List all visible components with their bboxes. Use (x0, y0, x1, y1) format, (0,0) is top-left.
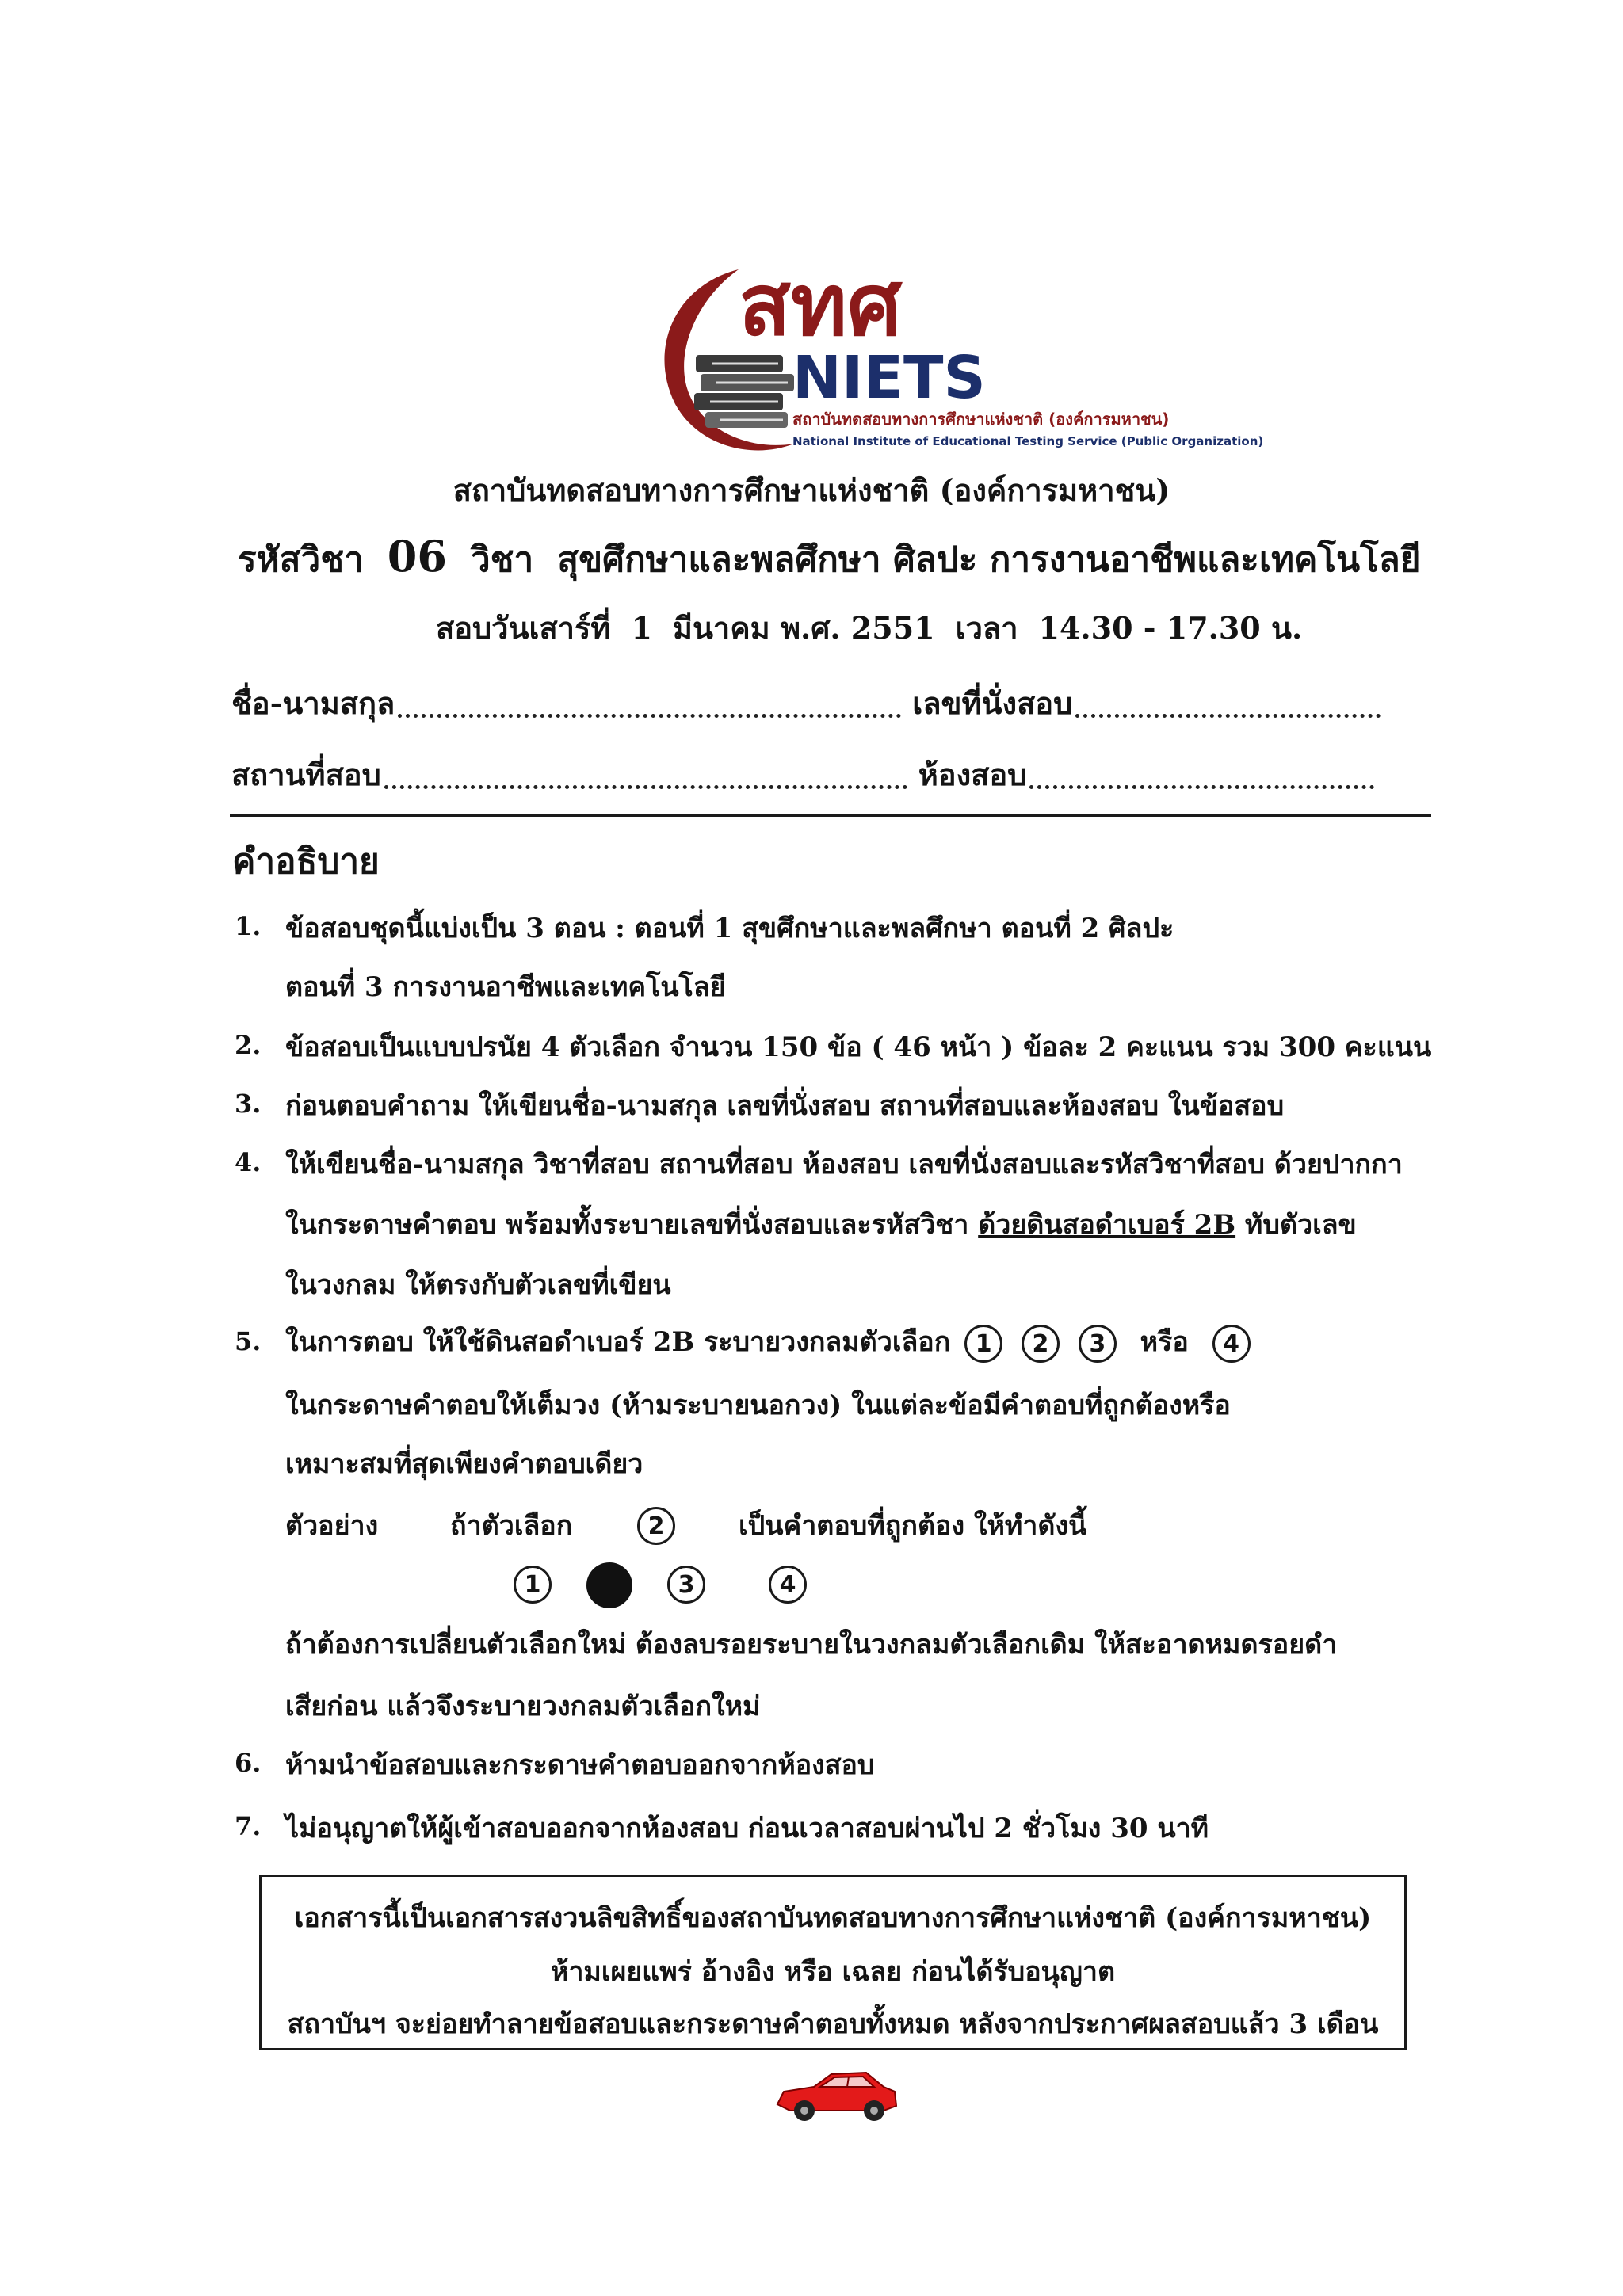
item-line: เหมาะสมที่สุดเพียงคำตอบเดียว (285, 1448, 643, 1480)
instruction-item-1 (230, 906, 1450, 1001)
svg-text:สทศ: สทศ (739, 256, 902, 355)
subject-line (238, 531, 1442, 587)
instruction-item-5 (230, 1322, 1450, 1512)
choice-circle-3: 3 (1079, 1325, 1117, 1363)
instruction-item-4 (230, 1142, 1450, 1309)
or-word: หรือ (1140, 1326, 1189, 1358)
item-line: ไม่อนุญาตให้ผู้เข้าสอบออกจากห้องสอบ ก่อนเวลาสอบผ่านไป 2 ชั่วโมง 30 นาที (285, 1813, 1209, 1844)
underlined-text: ด้วยดินสอดำเบอร์ 2B (978, 1209, 1236, 1241)
seat-field[interactable] (1075, 714, 1381, 718)
example-is-correct: เป็นคำตอบที่ถูกต้อง ให้ทำดังนี้ (739, 1510, 1087, 1542)
choice-circle-4: 4 (1212, 1325, 1251, 1363)
item-number: 6. (235, 1748, 262, 1778)
org-title: สถาบันทดสอบทางการศึกษาแห่งชาติ (องค์การมหาชน) (453, 472, 1170, 508)
copyright-notice-box (259, 1875, 1407, 2050)
subject-name: สุขศึกษาและพลศึกษา ศิลปะ การงานอาชีพและเทคโนโลยี (557, 540, 1421, 580)
subject-code: 06 (387, 531, 447, 582)
item-number: 2. (235, 1030, 262, 1060)
item-line: ข้อสอบชุดนี้แบ่งเป็น 3 ตอน : ตอนที่ 1 สุขศึกษาและพลศึกษา ตอนที่ 2 ศิลปะ (285, 913, 1174, 944)
room-field[interactable] (1029, 785, 1374, 789)
item-line (285, 1203, 1357, 1245)
item-number: 5. (235, 1326, 262, 1356)
instruction-item-3 (230, 1084, 1450, 1131)
item-line: ในวงกลม ให้ตรงกับตัวเลขที่เขียน (285, 1269, 671, 1301)
instruction-item-7 (230, 1806, 1450, 1854)
instruction-item-6 (230, 1743, 1450, 1791)
notice-line-3: สถาบันฯ จะย่อยทำลายข้อสอบและกระดาษคำตอบทั้งหมด หลังจากประกาศผลสอบแล้ว 3 เดือน (287, 2008, 1379, 2040)
venue-room-row (231, 751, 1426, 799)
notice-line-2: ห้ามเผยแพร่ อ้างอิง หรือ เฉลย ก่อนได้รับอนุญาต (550, 1956, 1116, 1988)
example-change-line: เสียก่อน แล้วจึงระบายวงกลมตัวเลือกใหม่ (285, 1691, 761, 1722)
example-if-choice: ถ้าตัวเลือก (450, 1510, 573, 1542)
item-number: 7. (235, 1811, 262, 1841)
venue-label: สถานที่สอบ (231, 757, 381, 792)
item-number: 1. (235, 911, 262, 941)
filled-answer-circle-2 (586, 1562, 632, 1608)
subject-code-label: รหัสวิชา (238, 540, 364, 580)
name-seat-row (231, 680, 1426, 727)
name-label: ชื่อ-นามสกุล (231, 685, 395, 721)
venue-field[interactable] (384, 785, 907, 789)
time-label: เวลา (955, 610, 1018, 646)
item-line (285, 1320, 1255, 1363)
header-divider (230, 814, 1431, 817)
item-line: ในกระดาษคำตอบให้เต็มวง (ห้ามระบายนอกวง) ในแต่ละข้อมีคำตอบที่ถูกต้องหรือ (285, 1390, 1231, 1421)
item-number: 4. (235, 1147, 262, 1177)
subject-label: วิชา (470, 540, 534, 580)
exam-day: 1 (631, 610, 652, 646)
instructions-heading: คำอธิบาย (232, 841, 380, 882)
item-line-text: ในการตอบ ให้ใช้ดินสอดำเบอร์ 2B ระบายวงกลมตัวเลือก (285, 1326, 951, 1358)
notice-line-1: เอกสารนี้เป็นเอกสารสงวนลิขสิทธิ์ของสถาบันทดสอบทางการศึกษาแห่งชาติ (องค์การมหาชน) (294, 1902, 1372, 1934)
choice-circle-1: 1 (964, 1325, 1002, 1363)
room-label: ห้องสอบ (918, 757, 1027, 792)
red-car-icon (773, 2063, 899, 2126)
item-number: 3. (235, 1089, 262, 1119)
item-line: ตอนที่ 3 การงานอาชีพและเทคโนโลยี (285, 971, 726, 1003)
item-line: ข้อสอบเป็นแบบปรนัย 4 ตัวเลือก จำนวน 150 ข้อ ( 46 หน้า ) ข้อละ 2 คะแนน รวม 300 คะแนน (285, 1032, 1432, 1063)
name-field[interactable] (398, 714, 901, 718)
exam-time: 14.30 - 17.30 น. (1038, 610, 1303, 646)
example-choice-circle: 2 (637, 1507, 675, 1545)
date-prefix: สอบวันเสาร์ที่ (436, 610, 611, 646)
exam-month-year: มีนาคม พ.ศ. 2551 (672, 610, 935, 646)
answer-circle-1: 1 (514, 1566, 552, 1604)
choice-circle-2: 2 (1022, 1325, 1060, 1363)
item-line-text: ในกระดาษคำตอบ พร้อมทั้งระบายเลขที่นั่งสอบและรหัสวิชา (285, 1209, 969, 1241)
answer-circle-4: 4 (769, 1566, 807, 1604)
svg-text:National Institute of Educatio: National Institute of Educational Testing Service (Public Organization) (792, 434, 1264, 448)
exam-date-line (436, 604, 1347, 652)
item-line: ให้เขียนชื่อ-นามสกุล วิชาที่สอบ สถานที่สอบ ห้องสอบ เลขที่นั่งสอบและรหัสวิชาที่สอบ ด้วยปากกา (285, 1149, 1403, 1180)
item-line: ก่อนตอบคำถาม ให้เขียนชื่อ-นามสกุล เลขที่นั่งสอบ สถานที่สอบและห้องสอบ ในข้อสอบ (285, 1090, 1285, 1122)
svg-text:สถาบันทดสอบทางการศึกษาแห่งชาติ: สถาบันทดสอบทางการศึกษาแห่งชาติ (องค์การมหาชน) (792, 410, 1170, 429)
example-label: ตัวอย่าง (285, 1510, 379, 1542)
svg-text:NIETS: NIETS (792, 344, 986, 412)
item-line-text: ทับตัวเลข (1244, 1209, 1357, 1241)
seat-label: เลขที่นั่งสอบ (912, 685, 1073, 721)
item-line: ห้ามนำข้อสอบและกระดาษคำตอบออกจากห้องสอบ (285, 1749, 875, 1781)
instruction-item-2 (230, 1025, 1450, 1073)
niets-logo (643, 256, 1264, 458)
answer-circle-3: 3 (667, 1566, 705, 1604)
answer-example (230, 1504, 1450, 1741)
example-change-line: ถ้าต้องการเปลี่ยนตัวเลือกใหม่ ต้องลบรอยระบายในวงกลมตัวเลือกเดิม ให้สะอาดหมดรอยดำ (285, 1629, 1338, 1661)
books-icon (694, 355, 794, 428)
